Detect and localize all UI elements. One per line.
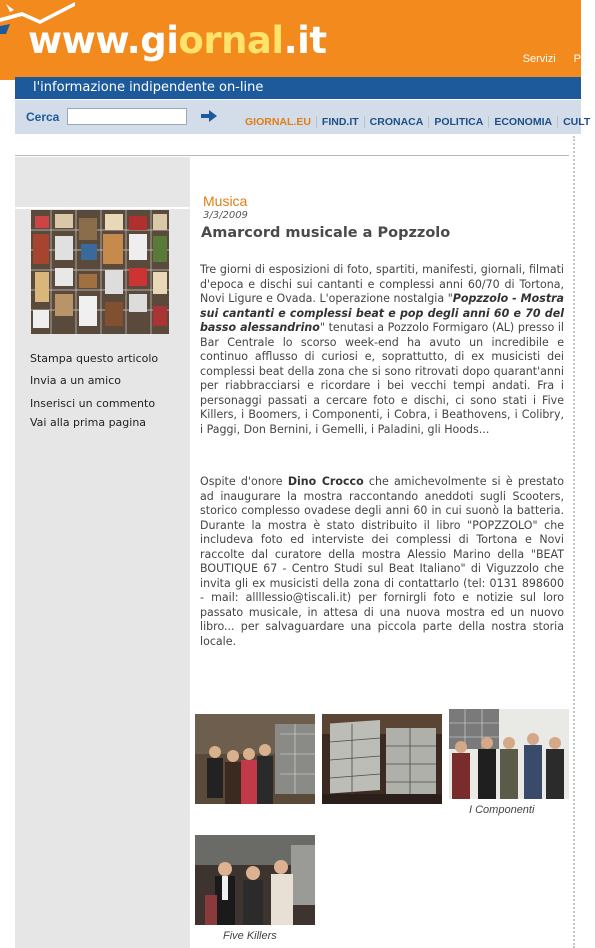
section-tabs — [240, 100, 595, 134]
p1-text-b: " tenutasi a Pozzolo Formigaro (AL) presso il Bar Centrale lo scorso week-end ha avuto un incredibile e continuo afflusso di curiosi e, soprattutto, di ex musicisti dei complessi beat della zona che si sono ritrovati dopo quarant'anni per riabbracciarsi e ricordare i bei vecchi tempi andati. Fra i personaggi passati a cercare foto e dischi, ci sono stati i Five Killers, i Boomers, i Componenti, i Cobra, i Beathovens, i Colibry, i Paggi, Don Bernini, i Gemelli, i Paladini, gli Hoods... — [200, 321, 565, 437]
right-dotted-border — [573, 136, 575, 948]
article-paragraph-1 — [200, 263, 564, 438]
gallery-photo-2[interactable] — [322, 714, 442, 804]
gallery-photo-3[interactable] — [449, 709, 569, 799]
p1-bold-title: Popzzolo - Mostra sui cantanti e complessi beat e pop degli anni 60 e 70 del basso alessandrino — [200, 292, 564, 335]
servizi-menu — [523, 53, 581, 65]
gallery-photo-4[interactable] — [195, 835, 315, 925]
article-category[interactable]: Musica — [203, 193, 248, 209]
article-paragraph-2 — [200, 475, 564, 650]
tab-politica[interactable]: POLITICA — [428, 116, 488, 128]
servizi-link[interactable]: Servizi — [522, 53, 556, 65]
search-input[interactable] — [67, 108, 187, 125]
logo-part-2: ornal — [178, 19, 284, 62]
tab-economia[interactable]: ECONOMIA — [488, 116, 557, 128]
tab-cultura[interactable]: CULT — [557, 116, 595, 128]
site-header — [0, 0, 581, 80]
p2-bold-name: Dino Crocco — [287, 475, 364, 488]
search-go-arrow-icon[interactable] — [201, 109, 217, 123]
sidebar-divider — [15, 207, 190, 209]
exhibition-photo[interactable] — [31, 210, 169, 334]
logo-part-1: www.gi — [28, 19, 179, 62]
p2-text-b: che amichevolmente si è prestato ad inaugurare la mostra raccontando aneddoti sugli Scooters, storico complesso ovadese degli anni 60 in cui suonò la batteria. Durante la mostra è stato distribuito il libro "POPZZOLO" che includeva foto ed interviste dei complessi di Tortona e Novi raccolte dal curatore della mostra Alessio Marino della "BEAT BOUTIQUE 67 - Centro Studi sul Beat Italiano" di Viguzzolo che invita gli ex musicisti della zona di contattarlo (tel: 0131 898600 - mail: allllessio@tiscali.it) per fornirgli foto e notizie sul loro passato musicale, in attesa di una nuova mostra ed un nuovo libro... per salvaguardare una piccola parte della nostra storia locale. — [200, 475, 564, 649]
site-logo[interactable] — [28, 19, 327, 62]
send-to-friend-link[interactable]: Invia a un amico — [30, 374, 121, 387]
tab-giornal-eu[interactable]: GIORNAL.EU — [245, 116, 311, 128]
gallery-caption-2: Five Killers — [223, 930, 277, 942]
tab-find-it[interactable] — [316, 116, 364, 128]
article-title: Amarcord musicale a Popzzolo — [201, 225, 451, 241]
tagline-bar — [15, 77, 581, 99]
tagline: l'informazione indipendente on-line — [33, 80, 264, 95]
search-label: Cerca — [26, 110, 60, 124]
print-article-link[interactable]: Stampa questo articolo — [30, 352, 159, 365]
go-home-link[interactable]: Vai alla prima pagina — [30, 416, 147, 429]
gallery-photo-1[interactable] — [195, 714, 315, 804]
tab-find-it-label: FIND.IT — [321, 116, 359, 128]
p2-text-a: Ospite d'onore — [200, 475, 288, 488]
content-top-divider — [15, 155, 569, 156]
left-sidebar — [15, 157, 190, 948]
logo-part-3: .it — [283, 19, 327, 62]
gallery-caption-1: I Componenti — [469, 804, 535, 816]
article-date: 3/3/2009 — [203, 210, 248, 221]
add-comment-link[interactable]: Inserisci un commento — [30, 397, 156, 410]
next-link[interactable]: P — [573, 53, 581, 65]
tab-cronaca[interactable]: CRONACA — [364, 116, 429, 128]
p1-text-a: Tre giorni di esposizioni di foto, spartiti, manifesti, giornali, filmati d'epoca e dischi sui cantanti e complessi anni 60/70 di Tortona, Novi Ligure e Ovada. L'operazione nostalgia " — [200, 263, 564, 306]
nav-bar — [15, 100, 591, 134]
